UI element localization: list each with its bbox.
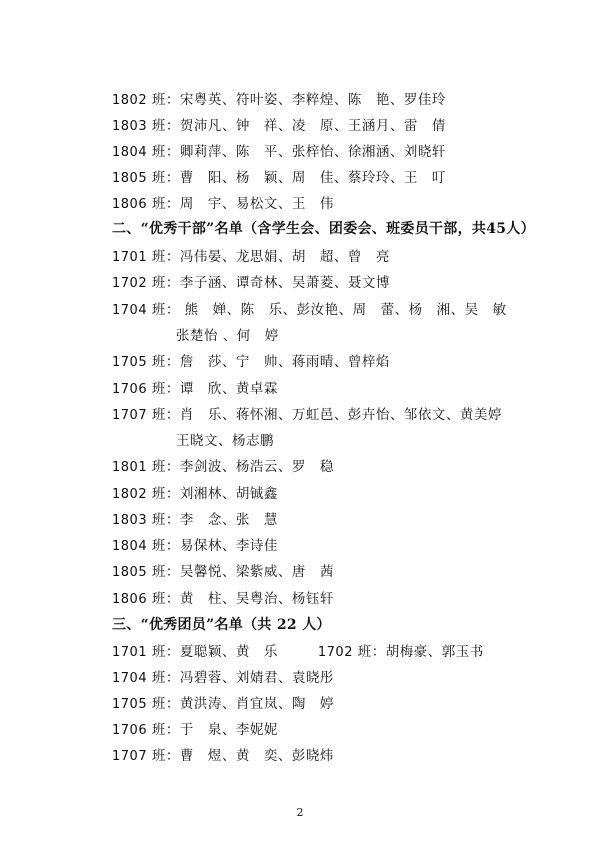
list-item: 1705 班：詹 莎、宁 帅、蒋雨晴、曾梓焰 xyxy=(112,354,390,370)
list-item: 1805 班：吴馨悦、梁紫威、唐 茜 xyxy=(112,564,334,580)
list-item: 1801 班：李剑波、杨浩云、罗 稳 xyxy=(112,459,334,475)
list-item: 1701 班：夏聪颖、黄 乐 1702 班：胡梅豪、郭玉书 xyxy=(112,644,484,660)
list-item-continuation: 张楚怡 、何 婷 xyxy=(176,328,279,344)
list-item: 1802 班：宋粤英、符叶姿、李粹煌、陈 艳、罗佳玲 xyxy=(112,92,446,108)
list-item: 1702 班：李子涵、谭奇林、吴萧菱、聂文博 xyxy=(112,275,390,291)
list-item: 1802 班：刘湘林、胡铖鑫 xyxy=(112,486,278,502)
list-item: 1803 班：贺沛凡、钟 祥、凌 原、王涵月、雷 倩 xyxy=(112,118,446,134)
list-item: 1707 班：肖 乐、蒋怀湘、万虹邑、彭卉怡、邹依文、黄美婷 xyxy=(112,407,502,423)
list-item: 1804 班：卿莉萍、陈 平、张梓怡、徐湘涵、刘晓轩 xyxy=(112,144,446,160)
list-item: 1706 班：谭 欣、黄卓霖 xyxy=(112,381,278,397)
list-item: 1806 班：黄 柱、吴粤治、杨钰轩 xyxy=(112,591,334,607)
list-item: 1704 班：冯碧蓉、刘婧君、袁晓彤 xyxy=(112,670,334,686)
list-item: 1707 班：曹 煜、黄 奕、彭晓炜 xyxy=(112,748,334,764)
list-item: 1803 班：李 念、张 慧 xyxy=(112,512,278,528)
list-item: 1704 班： 熊 婵、陈 乐、彭汝艳、周 蕾、杨 湘、吴 敏 xyxy=(112,302,507,318)
list-item: 1805 班：曹 阳、杨 颖、周 佳、蔡玲玲、王 叮 xyxy=(112,170,446,186)
list-item: 1706 班：于 泉、李妮妮 xyxy=(112,722,278,738)
list-item: 1804 班：易保林、李诗佳 xyxy=(112,538,278,554)
section-heading-outstanding-cadres: 二、“优秀干部”名单（含学生会、团委会、班委员干部，共45人） xyxy=(112,221,535,237)
page-number: 2 xyxy=(296,806,304,819)
list-item: 1806 班：周 宇、易松文、王 伟 xyxy=(112,196,334,212)
list-item-continuation: 王晓文、杨志鹏 xyxy=(176,433,274,449)
list-item: 1701 班：冯伟晏、龙思娟、胡 超、曾 亮 xyxy=(112,249,390,265)
section-heading-outstanding-league-members: 三、“优秀团员”名单（共 22 人） xyxy=(112,617,331,633)
list-item: 1705 班：黄洪涛、肖宜岚、陶 婷 xyxy=(112,696,334,712)
